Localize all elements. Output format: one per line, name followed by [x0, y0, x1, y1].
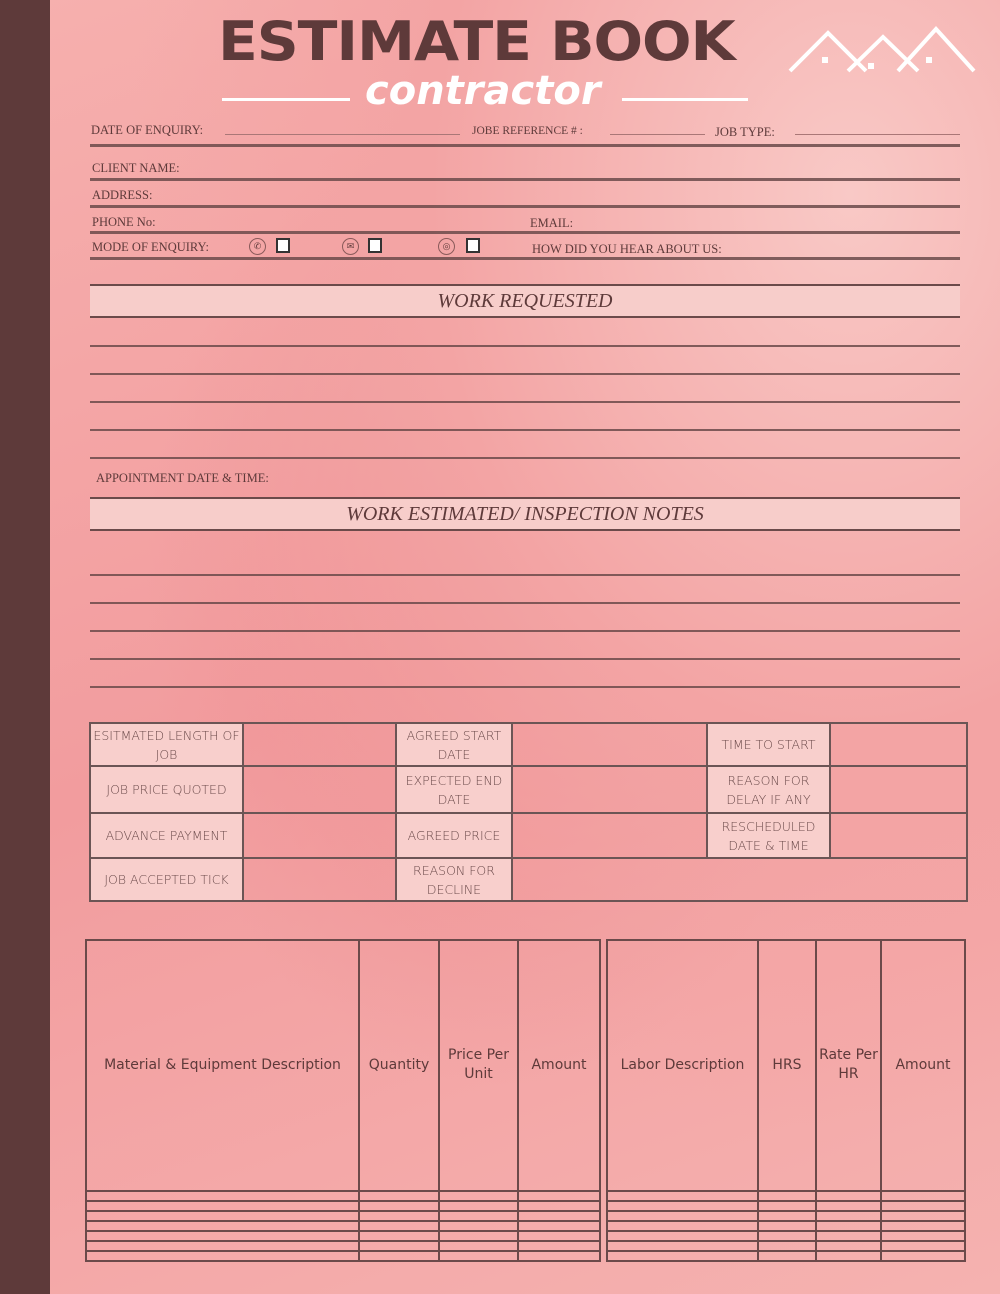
table-row [607, 1191, 965, 1201]
materials-header-quantity: Quantity [359, 940, 439, 1191]
table-row [86, 1191, 600, 1201]
work-requested-line[interactable] [90, 457, 960, 459]
table-cell[interactable] [607, 1201, 758, 1211]
table-row [607, 1241, 965, 1251]
labor-table [606, 939, 966, 1262]
table-cell[interactable] [758, 1191, 816, 1201]
table-cell[interactable] [816, 1231, 881, 1241]
table-cell[interactable] [607, 1191, 758, 1201]
table-cell[interactable] [359, 1231, 439, 1241]
table-cell[interactable] [86, 1201, 359, 1211]
table-cell[interactable] [439, 1231, 518, 1241]
phone-icon: ✆ [249, 238, 266, 255]
table-cell[interactable] [518, 1251, 600, 1261]
rule [90, 144, 960, 147]
work-estimated-heading: WORK ESTIMATED/ INSPECTION NOTES [90, 497, 960, 531]
table-cell[interactable] [816, 1221, 881, 1231]
table-cell[interactable] [359, 1201, 439, 1211]
table-cell[interactable] [359, 1191, 439, 1201]
table-cell[interactable] [881, 1251, 965, 1261]
info-value-cell[interactable] [512, 766, 707, 813]
table-cell[interactable] [816, 1191, 881, 1201]
info-value-cell[interactable] [830, 813, 967, 858]
table-cell[interactable] [758, 1211, 816, 1221]
table-row [86, 1221, 600, 1231]
table-cell[interactable] [758, 1231, 816, 1241]
table-cell[interactable] [816, 1251, 881, 1261]
work-requested-line[interactable] [90, 429, 960, 431]
table-cell[interactable] [518, 1201, 600, 1211]
table-cell[interactable] [86, 1251, 359, 1261]
phone-label: PHONE No: [92, 215, 156, 229]
table-cell[interactable] [359, 1251, 439, 1261]
table-row [607, 1251, 965, 1261]
table-cell[interactable] [439, 1221, 518, 1231]
table-cell[interactable] [881, 1221, 965, 1231]
table-cell[interactable] [607, 1251, 758, 1261]
job-type-field[interactable] [795, 134, 960, 135]
date-of-enquiry-field[interactable] [225, 134, 460, 135]
table-row [86, 1231, 600, 1241]
mode-of-enquiry-label: MODE OF ENQUIRY: [92, 240, 209, 254]
work-requested-heading: WORK REQUESTED [90, 284, 960, 318]
table-cell[interactable] [439, 1201, 518, 1211]
table-row [607, 1221, 965, 1231]
date-of-enquiry-label: DATE OF ENQUIRY: [91, 123, 204, 137]
table-cell[interactable] [518, 1191, 600, 1201]
table-cell[interactable] [607, 1231, 758, 1241]
info-value-cell[interactable] [243, 766, 396, 813]
table-cell[interactable] [881, 1201, 965, 1211]
divider [622, 98, 748, 101]
info-label: REASON FOR DELAY IF ANY [707, 766, 830, 813]
info-label: RESCHEDULED DATE & TIME [707, 813, 830, 858]
info-value-cell[interactable] [512, 858, 967, 901]
table-cell[interactable] [881, 1191, 965, 1201]
rule [90, 257, 960, 260]
table-cell[interactable] [758, 1201, 816, 1211]
notes-line[interactable] [90, 686, 960, 688]
notes-line[interactable] [90, 630, 960, 632]
email-checkbox[interactable] [368, 238, 382, 253]
info-label: EXPECTED END DATE [396, 766, 512, 813]
table-cell[interactable] [86, 1241, 359, 1251]
table-cell[interactable] [439, 1241, 518, 1251]
table-cell[interactable] [86, 1191, 359, 1201]
divider [222, 98, 350, 101]
materials-header-description: Material & Equipment Description [86, 940, 359, 1191]
job-info-table [89, 722, 968, 902]
notes-line[interactable] [90, 602, 960, 604]
table-row [607, 1201, 965, 1211]
job-reference-field[interactable] [610, 134, 705, 135]
notes-line[interactable] [90, 658, 960, 660]
notes-line[interactable] [90, 574, 960, 576]
info-value-cell[interactable] [512, 813, 707, 858]
table-row [86, 1251, 600, 1261]
table-cell[interactable] [816, 1211, 881, 1221]
info-label: REASON FOR DECLINE [396, 858, 512, 901]
table-cell[interactable] [518, 1221, 600, 1231]
table-cell[interactable] [518, 1231, 600, 1241]
table-cell[interactable] [439, 1191, 518, 1201]
info-value-cell[interactable] [512, 723, 707, 766]
table-cell[interactable] [881, 1211, 965, 1221]
client-name-field[interactable] [90, 178, 960, 181]
materials-header-amount: Amount [518, 940, 600, 1191]
table-cell[interactable] [607, 1211, 758, 1221]
info-value-cell[interactable] [830, 723, 967, 766]
phone-email-field[interactable] [90, 231, 960, 234]
email-label: EMAIL: [530, 216, 574, 230]
table-cell[interactable] [607, 1241, 758, 1251]
work-requested-line[interactable] [90, 401, 960, 403]
info-value-cell[interactable] [243, 858, 396, 901]
job-reference-label: JOBE REFERENCE # : [472, 125, 583, 137]
table-cell[interactable] [359, 1241, 439, 1251]
labor-header-rate: Rate Per HR [816, 940, 881, 1191]
info-value-cell[interactable] [830, 766, 967, 813]
table-cell[interactable] [881, 1241, 965, 1251]
table-cell[interactable] [86, 1211, 359, 1221]
table-cell[interactable] [518, 1211, 600, 1221]
info-label: JOB ACCEPTED TICK [90, 858, 243, 901]
table-row [86, 1211, 600, 1221]
table-row [607, 1231, 965, 1241]
table-cell[interactable] [758, 1241, 816, 1251]
table-cell[interactable] [359, 1221, 439, 1231]
info-label: TIME TO START [707, 723, 830, 766]
materials-table [85, 939, 601, 1262]
address-label: ADDRESS: [92, 188, 153, 202]
labor-header-description: Labor Description [607, 940, 758, 1191]
email-icon: ✉ [342, 238, 359, 255]
table-cell[interactable] [758, 1221, 816, 1231]
table-cell[interactable] [816, 1201, 881, 1211]
table-cell[interactable] [758, 1251, 816, 1261]
how-hear-label: HOW DID YOU HEAR ABOUT US: [532, 242, 722, 256]
table-cell[interactable] [86, 1231, 359, 1241]
table-cell[interactable] [881, 1231, 965, 1241]
table-cell[interactable] [518, 1241, 600, 1251]
table-cell[interactable] [359, 1211, 439, 1221]
client-name-label: CLIENT NAME: [92, 161, 180, 175]
page-subtitle: contractor [365, 68, 601, 114]
table-cell[interactable] [816, 1241, 881, 1251]
info-label: JOB PRICE QUOTED [90, 766, 243, 813]
table-row [86, 1241, 600, 1251]
labor-header-amount: Amount [881, 940, 965, 1191]
table-row [86, 1201, 600, 1211]
appointment-label: APPOINTMENT DATE & TIME: [96, 471, 269, 485]
work-requested-line[interactable] [90, 345, 960, 347]
info-label: ADVANCE PAYMENT [90, 813, 243, 858]
book-spine [0, 0, 50, 1294]
address-field[interactable] [90, 205, 960, 208]
page-title: ESTIMATE BOOK [218, 10, 735, 73]
house-roof-icon [788, 25, 978, 75]
labor-header-hrs: HRS [758, 940, 816, 1191]
table-cell[interactable] [439, 1251, 518, 1261]
table-cell[interactable] [439, 1211, 518, 1221]
phone-checkbox[interactable] [276, 238, 290, 253]
info-label: AGREED PRICE [396, 813, 512, 858]
work-requested-line[interactable] [90, 373, 960, 375]
materials-header-price: Price Per Unit [439, 940, 518, 1191]
table-row [607, 1211, 965, 1221]
info-label: AGREED START DATE [396, 723, 512, 766]
web-icon: ◎ [438, 238, 455, 255]
info-value-cell[interactable] [243, 723, 396, 766]
job-type-label: JOB TYPE: [715, 125, 775, 139]
table-cell[interactable] [607, 1221, 758, 1231]
table-cell[interactable] [86, 1221, 359, 1231]
info-label: ESITMATED LENGTH OF JOB [90, 723, 243, 766]
info-value-cell[interactable] [243, 813, 396, 858]
web-checkbox[interactable] [466, 238, 480, 253]
